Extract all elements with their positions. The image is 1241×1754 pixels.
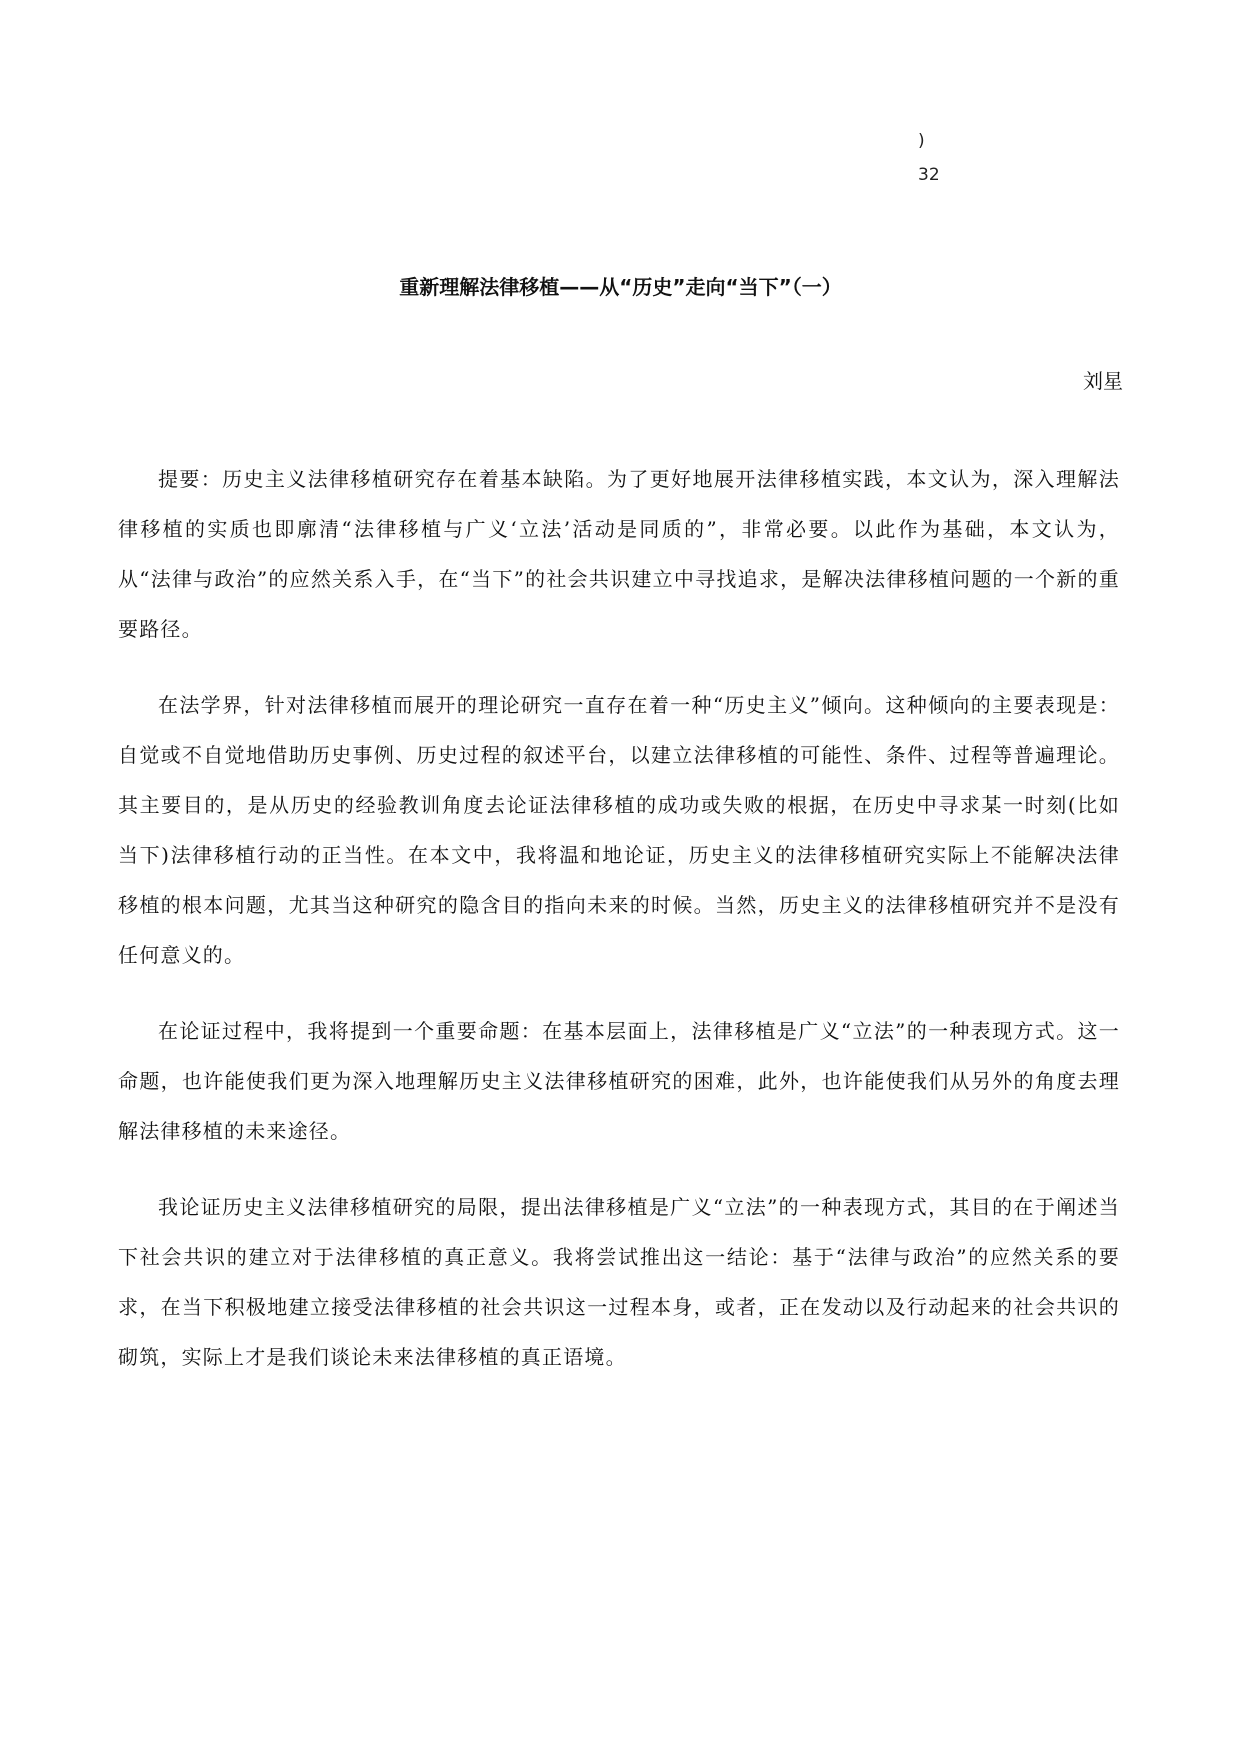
page-corner-mark bbox=[918, 124, 948, 194]
article-body bbox=[118, 454, 1120, 1408]
article-author: 刘星 bbox=[1083, 369, 1123, 393]
corner-mark-line-2: 32 bbox=[918, 165, 940, 185]
abstract-paragraph: 提要：历史主义法律移植研究存在着基本缺陷。为了更好地展开法律移植实践，本文认为，深入理解法律移植的实质也即廓清“法律移植与广义‘立法’活动是同质的”，非常必要。以此作为基础，本文认为，从“法律与政治”的应然关系入手，在“当下”的社会共识建立中寻找追求，是解决法律移植问题的一个新的重要路径。 bbox=[118, 467, 1120, 641]
article-title: 重新理解法律移植——从“历史”走向“当下”（一） bbox=[399, 275, 842, 299]
body-paragraph-3: 我论证历史主义法律移植研究的局限，提出法律移植是广义“立法”的一种表现方式，其目的在于阐述当下社会共识的建立对于法律移植的真正意义。我将尝试推出这一结论：基于“法律与政治”的应然关系的要求，在当下积极地建立接受法律移植的社会共识这一过程本身，或者，正在发动以及行动起来的社会共识的砌筑，实际上才是我们谈论未来法律移植的真正语境。 bbox=[118, 1195, 1120, 1369]
corner-mark-line-1: ) bbox=[918, 131, 925, 151]
body-paragraph-2: 在论证过程中，我将提到一个重要命题：在基本层面上，法律移植是广义“立法”的一种表现方式。这一命题，也许能使我们更为深入地理解历史主义法律移植研究的困难，此外，也许能使我们从另外的角度去理解法律移植的未来途径。 bbox=[118, 1019, 1120, 1143]
body-paragraph-1: 在法学界，针对法律移植而展开的理论研究一直存在着一种“历史主义”倾向。这种倾向的主要表现是：自觉或不自觉地借助历史事例、历史过程的叙述平台，以建立法律移植的可能性、条件、过程等普遍理论。其主要目的，是从历史的经验教训角度去论证法律移植的成功或失败的根据，在历史中寻求某一时刻(比如当下)法律移植行动的正当性。在本文中，我将温和地论证，历史主义的法律移植研究实际上不能解决法律移植的根本问题，尤其当这种研究的隐含目的指向未来的时候。当然，历史主义的法律移植研究并不是没有任何意义的。 bbox=[118, 693, 1120, 967]
